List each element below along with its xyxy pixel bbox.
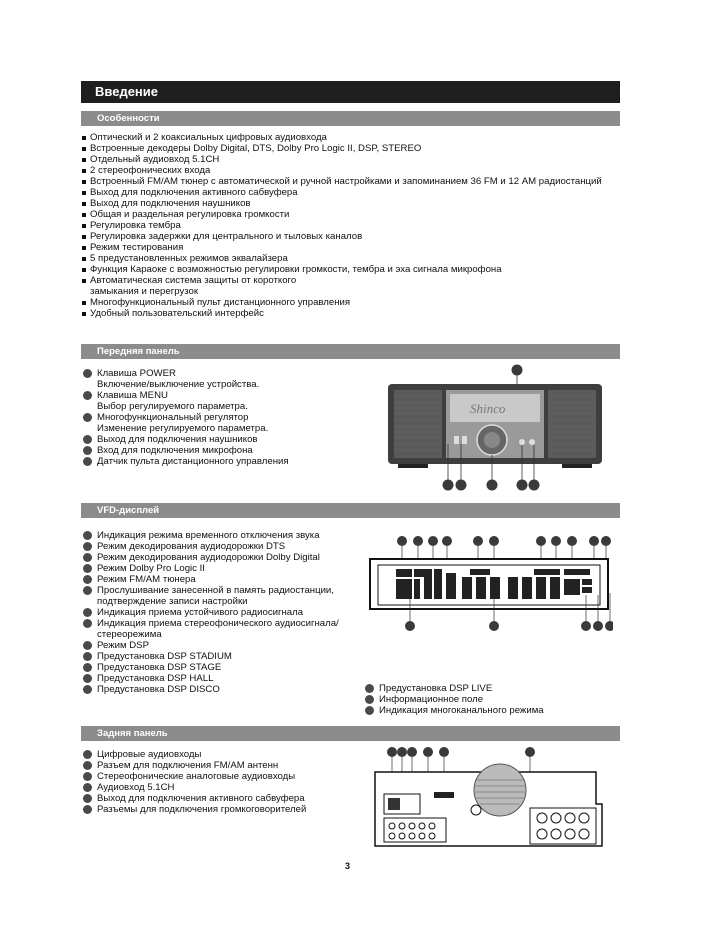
callout-marker	[428, 536, 438, 546]
list-item: Индикация многоканального режима	[365, 705, 605, 716]
list-item: Цифровые аудиовходы	[83, 749, 353, 760]
callout-marker	[405, 621, 415, 631]
section-heading-rear-panel: Задняя панель	[81, 726, 620, 741]
item-label: Выход для подключения наушников	[97, 434, 258, 445]
callout-marker	[489, 621, 499, 631]
list-item	[83, 390, 293, 412]
callout-marker	[512, 365, 523, 376]
list-item: Автоматическая система защиты от короткого замыкания и перегрузок	[82, 275, 320, 297]
list-item: Предустановка DSP DISCO	[83, 684, 345, 695]
list-item: Встроенный FM/AM тюнер с автоматической и ручной настройками и запоминанием 36 FM и 12 AM радиостанций	[82, 176, 602, 187]
list-item: Аудиовход 5.1CH	[83, 782, 353, 793]
section-heading-features: Особенности	[81, 111, 620, 126]
front-panel-illustration	[384, 362, 606, 492]
list-item	[83, 412, 293, 434]
list-item: Встроенные декодеры Dolby Digital, DTS, Dolby Pro Logic II, DSP, STEREO	[82, 143, 602, 154]
section-heading-front-panel: Передняя панель	[81, 344, 620, 359]
list-item: Функция Караоке с возможностью регулировки громкости, тембра и эха сигнала микрофона	[82, 264, 602, 275]
item-label: Вход для подключения микрофона	[97, 445, 253, 456]
list-item: Прослушивание занесенной в память радиостанции, подтверждение записи настройки	[83, 585, 345, 607]
item-description: Выбор регулируемого параметра.	[97, 401, 248, 412]
list-item	[83, 434, 293, 445]
item-label: Датчик пульта дистанционного управления	[97, 456, 289, 467]
list-item: 2 стереофонических входа	[82, 165, 602, 176]
list-item: Стереофонические аналоговые аудиовходы	[83, 771, 353, 782]
callout-marker	[487, 480, 498, 491]
list-item: Разъем для подключения FM/AM антенн	[83, 760, 353, 771]
list-item: Режим декодирования аудиодорожки Dolby Digital	[83, 552, 345, 563]
list-item: Выход для подключения наушников	[82, 198, 602, 209]
list-item: Режим тестирования	[82, 242, 602, 253]
list-item: Общая и раздельная регулировка громкости	[82, 209, 602, 220]
callout-marker	[387, 747, 397, 757]
item-description: Изменение регулируемого параметра.	[97, 423, 269, 434]
item-label: Клавиша MENU	[97, 390, 168, 401]
list-item: Информационное поле	[365, 694, 605, 705]
callout-marker	[407, 747, 417, 757]
page-number: 3	[345, 861, 351, 871]
item-label: Клавиша POWER	[97, 368, 176, 379]
rear-panel-illustration	[370, 744, 610, 850]
list-item: Режим FM/AM тюнера	[83, 574, 345, 585]
features-list	[82, 132, 602, 319]
list-item: Многофункциональный пульт дистанционного управления	[82, 297, 602, 308]
list-item: Предустановка DSP STAGE	[83, 662, 345, 673]
callout-marker	[601, 536, 611, 546]
callout-marker	[529, 480, 540, 491]
callout-marker	[423, 747, 433, 757]
callout-marker	[517, 480, 528, 491]
list-item	[83, 456, 293, 467]
callout-marker	[456, 480, 467, 491]
callout-marker	[443, 480, 454, 491]
list-item: Регулировка задержки для центрального и тыловых каналов	[82, 231, 602, 242]
callout-marker	[397, 747, 407, 757]
list-item	[83, 445, 293, 456]
list-item: Разъемы для подключения громкоговорителей	[83, 804, 353, 815]
list-item: Режим Dolby Pro Logic II	[83, 563, 345, 574]
callout-marker	[593, 621, 603, 631]
list-item: Выход для подключения активного сабвуфера	[82, 187, 602, 198]
list-item: Регулировка тембра	[82, 220, 602, 231]
callout-marker	[442, 536, 452, 546]
vfd-display-illustration	[358, 533, 613, 633]
callout-marker	[581, 621, 591, 631]
callout-marker	[551, 536, 561, 546]
brand-logo: Shinco	[470, 401, 506, 416]
cooling-fan	[474, 764, 526, 816]
vfd-list-right	[365, 683, 605, 716]
list-item: Предустановка DSP LIVE	[365, 683, 605, 694]
callout-marker	[397, 536, 407, 546]
vfd-list-left	[83, 530, 345, 695]
rear-panel-list	[83, 749, 353, 815]
item-label: Многофункциональный регулятор	[97, 412, 249, 423]
callout-marker	[473, 536, 483, 546]
callout-marker	[536, 536, 546, 546]
callout-marker	[439, 747, 449, 757]
callout-marker	[605, 621, 613, 631]
page-title: Введение	[81, 81, 620, 103]
list-item: Режим DSP	[83, 640, 345, 651]
list-item: Оптический и 2 коаксиальных цифровых аудиовхода	[82, 132, 602, 143]
list-item: Удобный пользовательский интерфейс	[82, 308, 602, 319]
list-item: Выход для подключения активного сабвуфера	[83, 793, 353, 804]
callout-marker	[525, 747, 535, 757]
callout-marker	[589, 536, 599, 546]
callout-marker	[489, 536, 499, 546]
callout-marker	[567, 536, 577, 546]
front-panel-list	[83, 368, 293, 467]
list-item: Индикация приема устойчивого радиосигнала	[83, 607, 345, 618]
list-item	[83, 368, 293, 390]
list-item: Предустановка DSP HALL	[83, 673, 345, 684]
list-item: Индикация режима временного отключения звука	[83, 530, 345, 541]
callout-marker	[413, 536, 423, 546]
item-description: Включение/выключение устройства.	[97, 379, 260, 390]
list-item: Предустановка DSP STADIUM	[83, 651, 345, 662]
list-item: Отдельный аудиовход 5.1CH	[82, 154, 602, 165]
section-heading-vfd-display: VFD-дисплей	[81, 503, 620, 518]
list-item: Индикация приема стереофонического аудиосигнала/стереорежима	[83, 618, 345, 640]
list-item: 5 предустановленных режимов эквалайзера	[82, 253, 602, 264]
list-item: Режим декодирования аудиодорожки DTS	[83, 541, 345, 552]
